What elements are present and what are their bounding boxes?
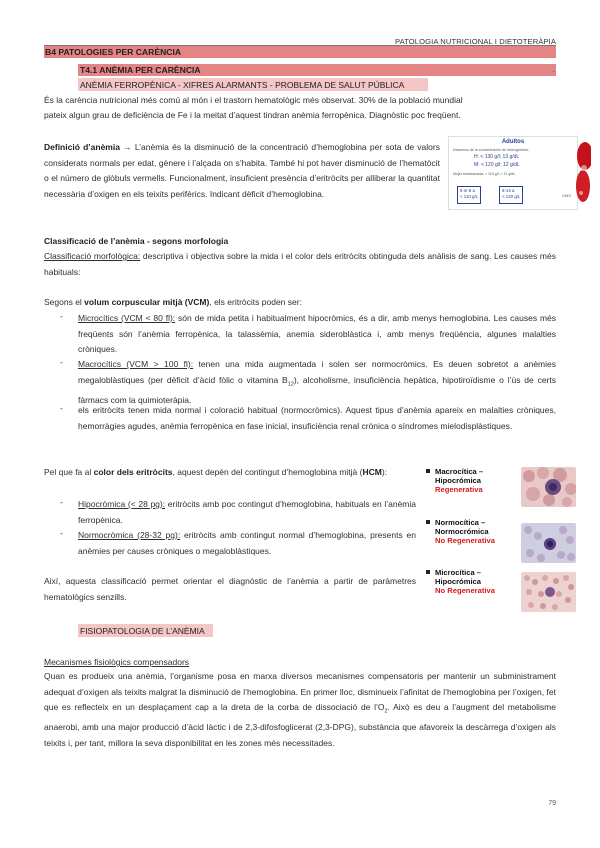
physiopathology-bar: [78, 624, 213, 637]
topic-bar: [78, 78, 428, 91]
bullet-dash: -: [60, 357, 63, 367]
micrograph-label-3: [426, 568, 495, 595]
subsection-bar: [78, 64, 556, 76]
adults-hemoglobin-table-image: [448, 136, 578, 210]
color-term: color dels eritròcits: [93, 467, 173, 477]
micrograph-1-status: Regenerativa: [435, 485, 483, 494]
micrograph-normocytic-image: [521, 523, 576, 563]
box-2-value: < 120 g/L: [502, 194, 521, 199]
section-bar: [44, 46, 556, 58]
blood-drop-image: [573, 138, 591, 208]
micrograph-label-1: [426, 467, 483, 494]
micrograph-3-line1: Microcítica –: [435, 568, 482, 577]
vcm-item-microcytic: [78, 311, 556, 358]
vcm-item-term: Macrocítics (VCM > 100 fl):: [78, 359, 194, 369]
bullet-dash: -: [60, 311, 63, 321]
morphology-paragraph: [44, 249, 556, 280]
vitamin-subscript: 12: [287, 381, 294, 388]
micrograph-1-line1: Macrocítica –: [435, 467, 484, 476]
color-mid: , aquest depèn del contingut d’hemoglobina mitjà (: [172, 467, 363, 477]
morphology-text: descriptiva i objectiva sobre la mida i el color dels eritròcits obtinguda dels anàlisis de sang. Les causes més habituals:: [44, 251, 556, 277]
adults-title: Adultos: [501, 139, 525, 145]
physiopathology-title: FISIOPATOLOGIA DE L’ANÈMIA: [80, 626, 205, 636]
micrograph-2-status: No Regenerativa: [435, 536, 495, 545]
mechanisms-text: Quan es produeix una anèmia, l’organisme posa en marxa diversos mecanismes compensatoris per mantenir un subministrament adequat d’oxigen als teixits malgrat la disminució de l’hemoglobina. En primer lloc, disminueix l’afinitat de l’hemoglobina per l’oxigen, fet que es reflecteix en un desplaçament cap a la dreta de la corba de dissociació de l’O: [44, 671, 556, 712]
running-header: PATOLOGIA NUTRICIONAL I DIETOTERÀPIA: [395, 37, 556, 46]
micrograph-2-line2: Normocrómica: [435, 527, 489, 536]
color-item-text: eritròcits amb poc contingut d’hemoglobina, habituals en l’anèmia ferropènica.: [78, 499, 416, 525]
bullet-dash: -: [60, 497, 63, 507]
vcm-intro: [44, 295, 556, 311]
bullet-square: [426, 520, 430, 524]
definition-arrow: →: [119, 142, 135, 152]
micrograph-microcytic-image: [521, 572, 576, 612]
box-1-age: 6 m-6 a: [460, 188, 475, 193]
adults-box-2: [499, 186, 523, 204]
intro-line-2: pateix algun grau de deficiència de Fe i la meitat d’aquest tindran anèmia ferropènica. Diagnòstic poc freqüent.: [44, 110, 461, 120]
vcm-item-text-cont: ), alcoholisme, insuficiència hepàtica, hipotiroïdisme o l’ús de certs fàrmacs com la quimioteràpia.: [78, 374, 556, 405]
subsection-title: T4.1 ANÈMIA PER CARÈNCIA: [80, 65, 201, 75]
bullet-square: [426, 570, 430, 574]
color-item-text: eritròcits amb contingut normal d’hemoglobina, presents en anèmies per causes cròniques o megaloblàstiques.: [78, 530, 416, 556]
mechanisms-text-cont: . Això es deu a l’augment del metabolisme anaerobi, amb una major producció d’àcid làctic i de 2,3-difosfoglicerat (2,3-DPG), substància que afavoreix la descàrrega d’oxigen als teixits i, per tant, millora la seva disponibilitat en les zones més necessitades.: [44, 702, 556, 748]
micrograph-label-2: [426, 518, 495, 545]
vcm-item-term: Microcítics (VCM < 80 fl):: [78, 313, 176, 323]
vcm-post: , els eritròcits poden ser:: [209, 297, 302, 307]
color-item-hypochromic: [78, 497, 416, 528]
color-intro: [44, 465, 416, 481]
vcm-item-text: tenen una mida augmentada i solen ser normocròmics. Es deuen sobretot a anèmies megaloblàstiques (per dèficit d’àcid fòlic o vitamina B: [78, 359, 557, 385]
adults-caption: OMS: [561, 193, 571, 198]
page-number: 79: [548, 800, 556, 807]
subsection-marker: .: [552, 65, 555, 74]
color-post: ):: [381, 467, 388, 477]
vcm-pre: Segons el: [44, 297, 85, 307]
color-item-term: Normocròmica (28-32 pg):: [78, 530, 181, 540]
intro-line-1: És la carència nutricional més comú al món i el trastorn hematològic més observat. 30% de la població mundial: [44, 95, 463, 105]
section-title: B4 PATOLOGIES PER CARÈNCIA: [45, 47, 182, 57]
oxygen-subscript: 2: [384, 708, 388, 715]
adults-row-m: M: < 120 g/l; 12 g/dL: [474, 162, 520, 168]
adults-box-1: [457, 186, 481, 204]
color-item-term: Hipocròmica (< 28 pg):: [78, 499, 166, 509]
micrograph-macrocytic-image: [521, 467, 576, 507]
mechanisms-paragraph: [44, 669, 556, 751]
micrograph-3-line2: Hipocrómica: [435, 577, 481, 586]
definition-paragraph: [44, 140, 440, 202]
vcm-item-normocytic: els eritròcits tenen mida normal i coloració habitual (normocròmics). Aquest tipus d’anèmia apareix en malalties cròniques, hemorràgies agudes, anèmia ferropènica en fase inicial, insuficiència renal crònica o síndromes mielodisplàstiques.: [78, 405, 556, 431]
color-pre: Pel que fa al: [44, 467, 94, 477]
color-conclusion: Així, aquesta classificació permet orientar el diagnòstic de l’anèmia a partir de paràmetres hematològics senzills.: [44, 576, 416, 602]
micrograph-1-line2: Hipocrómica: [435, 476, 481, 485]
box-2-age: 6-14 a: [502, 188, 515, 193]
micrograph-3-status: No Regenerativa: [435, 586, 495, 595]
definition-text: L’anèmia és la disminució de la concentració d’hemoglobina per sota de valors considerats normals per edat, gènere i l’alçada on s’habita. També hi pot haver disminució de l’hematòcit o el número de glòbuls vermells. Funcionalment, insuficient presència d’eritròcits per alliberar la quantitat necessària d’oxigen en els teixits perifèrics. Indicant dèficit d’hemoglobina.: [44, 142, 440, 199]
definition-term: Definició d’anèmia: [44, 142, 120, 152]
box-1-value: < 110 g/L: [460, 194, 479, 199]
bullet-dash: -: [60, 528, 63, 538]
adults-row-h: H: < 130 g/l; 13 g/dL: [474, 154, 520, 160]
morphology-term: Classificació morfològica:: [44, 251, 141, 261]
topic-title: ANÈMIA FERROPÈNICA - XIFRES ALARMANTS - PROBLEMA DE SALUT PÚBLICA: [80, 80, 405, 90]
vcm-item-text: són de mida petita i habitualment hipocròmics, és a dir, amb menys hemoglobina. Les causes més freqüents són l’anèmia ferropènica, la talassèmia, anemia sideroblàstica i, amb menys freqüència, algunes malalties cròniques.: [78, 313, 557, 354]
classification-heading: Classificació de l’anèmia - segons morfologia: [44, 236, 229, 246]
bullet-square: [426, 469, 430, 473]
mechanisms-heading: Mecanismes fisiològics compensadors: [44, 657, 190, 667]
vcm-item-macrocytic: [78, 357, 556, 408]
bullet-dash: -: [60, 403, 63, 413]
hcm-abbr: HCM: [362, 467, 382, 477]
vcm-term: volum corpuscular mitjà (VCM): [84, 297, 210, 307]
micrograph-2-line1: Normocítica –: [435, 518, 486, 527]
adults-row-1: Descenso de la concentración de hemoglobina:: [453, 148, 529, 152]
color-item-normochromic: [78, 528, 416, 559]
adults-row-3: Mujer embarazada: < 110 g/l; < 11 g/dL: [453, 172, 516, 176]
